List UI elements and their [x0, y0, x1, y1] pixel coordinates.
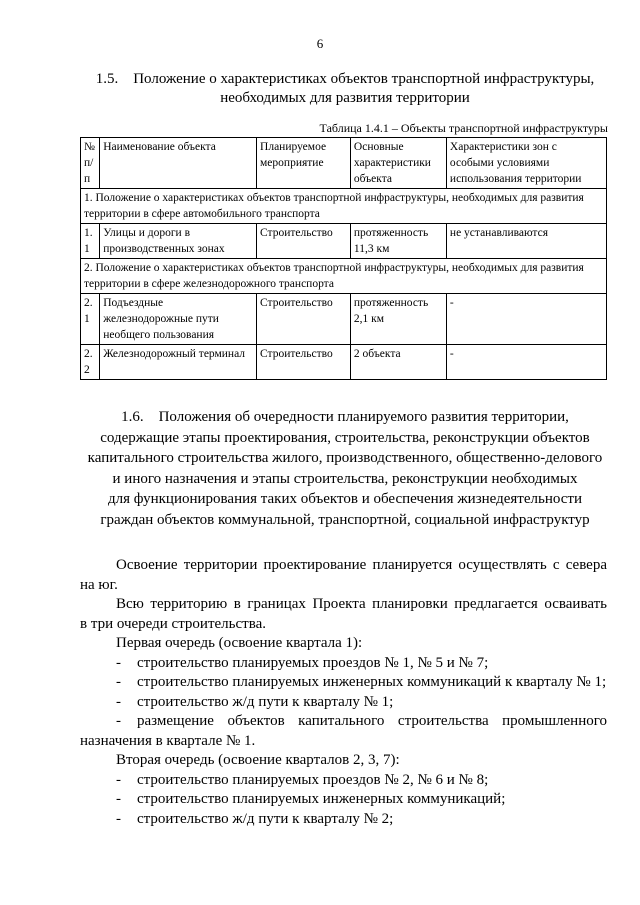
header-number: № п/п	[81, 138, 100, 189]
list-item-text: строительство планируемых инженерных коммуникаций;	[137, 791, 506, 807]
table-group-row	[81, 189, 607, 224]
list-item-text: строительство ж/д пути к кварталу № 1;	[137, 693, 394, 710]
dash-bullet: -	[116, 654, 121, 671]
dash-bullet: -	[116, 791, 121, 807]
cell-characteristics: протяженность 2,1 км	[350, 294, 446, 345]
list-item	[80, 790, 607, 810]
list-item-text: строительство планируемых проездов № 1, № 5 и № 7;	[137, 654, 489, 671]
dash-bullet: -	[116, 674, 121, 690]
dash-bullet: -	[116, 771, 121, 788]
list-item-text: размещение объектов капитального строительства промышленного	[137, 713, 607, 729]
section-1-6-line6: граждан объектов коммунальной, транспортной, социальной инфраструктур	[100, 511, 590, 528]
table-row	[81, 345, 607, 380]
paragraph-1-line2: на юг.	[80, 576, 118, 593]
table-row	[81, 294, 607, 345]
paragraph-2-line1: Всю территорию в границах Проекта планировки предлагается осваивать	[116, 596, 607, 612]
header-characteristics: Основные характеристики объекта	[350, 138, 446, 189]
dash-bullet: -	[116, 810, 121, 827]
list-item	[80, 693, 607, 713]
table-row	[81, 224, 607, 259]
section-1-5-title-text: Положение о характеристиках объектов транспортной инфраструктуры,	[133, 71, 595, 87]
section-1-6-line5: для функционирования таких объектов и обеспечения жизнедеятельности	[108, 491, 582, 507]
cell-name: Улицы и дороги в производственных зонах	[100, 224, 257, 259]
section-1-6-line1	[80, 407, 610, 428]
list-item	[80, 654, 607, 674]
cell-number: 1.1	[81, 224, 100, 259]
list-item	[80, 771, 607, 791]
dash-bullet: -	[116, 693, 121, 710]
cell-name: Подъездные железнодорожные пути необщего пользования	[100, 294, 257, 345]
list-item	[80, 810, 607, 830]
section-1-6-line2: содержащие этапы проектирования, строительства, реконструкции объектов	[100, 429, 590, 446]
list-item-text: строительство планируемых проездов № 2, № 6 и № 8;	[137, 771, 489, 788]
cell-zone-conditions: -	[446, 345, 606, 380]
section-1-6-number: 1.6.	[121, 409, 144, 425]
cell-number: 2.2	[81, 345, 100, 380]
cell-name: Железнодорожный терминал	[100, 345, 257, 380]
header-name: Наименование объекта	[100, 138, 257, 189]
paragraph-2-line2: в три очереди строительства.	[80, 615, 266, 632]
table-group-row	[81, 259, 607, 294]
dash-bullet: -	[116, 713, 121, 729]
group-2-title: 2. Положение о характеристиках объектов транспортной инфраструктуры, необходимых для развития территории в сфере железнодорожного транспорта	[81, 259, 607, 294]
table-caption: Таблица 1.4.1 – Объекты транспортной инфраструктуры	[319, 121, 608, 135]
section-1-5-number: 1.5.	[95, 71, 119, 87]
paragraph-1-line1: Освоение территории проектирование планируется осуществлять с севера	[116, 557, 607, 573]
cell-zone-conditions: -	[446, 294, 606, 345]
section-1-5-title-line2: необходимых для развития территории	[220, 90, 470, 106]
cell-characteristics: 2 объекта	[350, 345, 446, 380]
page-number: 6	[316, 36, 324, 51]
list-item	[80, 712, 607, 732]
queue-1-heading: Первая очередь (освоение квартала 1):	[116, 635, 363, 651]
section-1-6-text: Положения об очередности планируемого развития территории,	[158, 409, 569, 425]
header-zone-conditions: Характеристики зон с особыми условиями использования территории	[446, 138, 606, 189]
list-item-text: строительство ж/д пути к кварталу № 2;	[137, 810, 394, 827]
header-activity: Планируемое мероприятие	[257, 138, 351, 189]
section-1-5-title-line1	[80, 70, 610, 89]
cell-activity: Строительство	[257, 294, 351, 345]
cell-activity: Строительство	[257, 345, 351, 380]
list-item	[80, 673, 607, 693]
group-1-title: 1. Положение о характеристиках объектов транспортной инфраструктуры, необходимых для развития территории в сфере автомобильного транспорта	[81, 189, 607, 224]
cell-activity: Строительство	[257, 224, 351, 259]
transport-infrastructure-table	[80, 137, 607, 380]
section-1-6-line4: и иного назначения и этапы строительства, реконструкции необходимых	[112, 470, 578, 487]
queue-2-heading: Вторая очередь (освоение кварталов 2, 3, 7):	[116, 752, 400, 768]
cell-zone-conditions: не устанавливаются	[446, 224, 606, 259]
cell-number: 2.1	[81, 294, 100, 345]
list-item-text: строительство планируемых инженерных коммуникаций к кварталу № 1;	[137, 674, 607, 690]
body-text	[80, 556, 607, 829]
section-1-6-line3: капитального строительства жилого, производственного, общественно-делового	[87, 450, 603, 466]
table-header-row	[81, 138, 607, 189]
cell-characteristics: протяженность 11,3 км	[350, 224, 446, 259]
section-1-6-title	[80, 407, 610, 530]
list-item-continuation: назначения в квартале № 1.	[80, 732, 256, 749]
